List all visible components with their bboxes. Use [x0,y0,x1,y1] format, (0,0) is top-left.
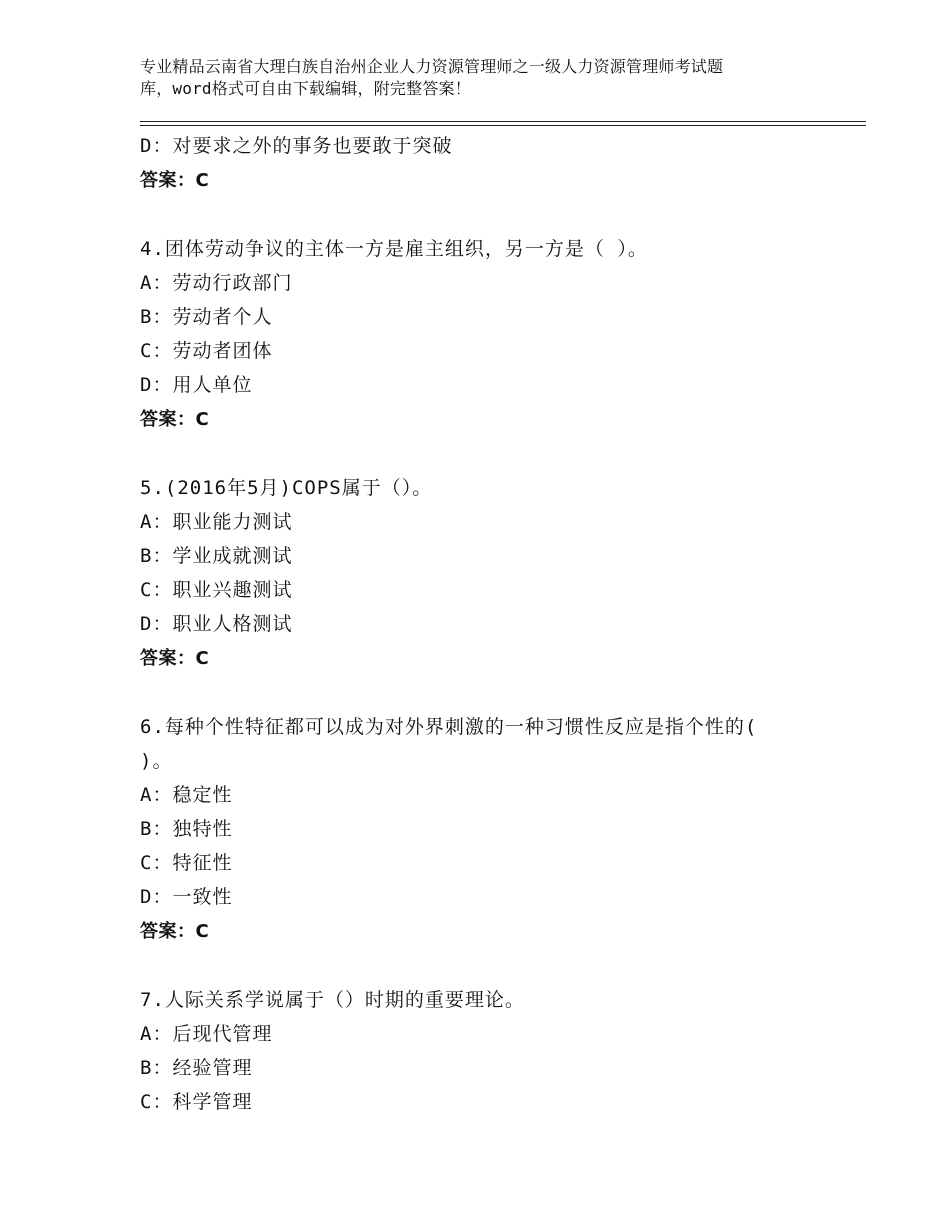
document-header [140,56,830,100]
q6-answer: 答案：C [140,921,210,942]
q5-stem: 5.(2016年5月)COPS属于（）。 [140,477,433,499]
q6-option-c: C：特征性 [140,852,233,874]
q7-option-a: A：后现代管理 [140,1023,273,1045]
q4-stem: 4.团体劳动争议的主体一方是雇主组织，另一方是（ ）。 [140,238,648,260]
header-divider-top [140,121,866,122]
q5-option-a: A：职业能力测试 [140,511,293,533]
q3-option-d: D：对要求之外的事务也要敢于突破 [140,135,453,157]
header-title-line-1: 专业精品云南省大理白族自治州企业人力资源管理师之一级人力资源管理师考试题 [140,57,724,76]
q5-option-b: B：学业成就测试 [140,545,293,567]
q6-option-b: B：独特性 [140,818,233,840]
q4-option-c: C：劳动者团体 [140,340,273,362]
q4-answer: 答案：C [140,409,210,430]
q7-option-b: B：经验管理 [140,1057,253,1079]
q6-option-a: A：稳定性 [140,784,233,806]
header-title-line-2: 库，word格式可自由下载编辑，附完整答案！ [140,79,471,98]
q5-option-d: D：职业人格测试 [140,613,293,635]
q3-answer: 答案：C [140,170,210,191]
q7-option-c: C：科学管理 [140,1091,253,1113]
q5-answer: 答案：C [140,648,210,669]
q6-stem-line-1: 6.每种个性特征都可以成为对外界刺激的一种习惯性反应是指个性的( [140,716,758,738]
q5-option-c: C：职业兴趣测试 [140,579,293,601]
header-divider-bottom [140,125,866,126]
q4-option-b: B：劳动者个人 [140,306,273,328]
q6-option-d: D：一致性 [140,886,233,908]
q7-stem: 7.人际关系学说属于（）时期的重要理论。 [140,989,525,1011]
q6-stem-line-2: )。 [140,750,173,772]
q4-option-a: A：劳动行政部门 [140,272,293,294]
q4-option-d: D：用人单位 [140,374,253,396]
